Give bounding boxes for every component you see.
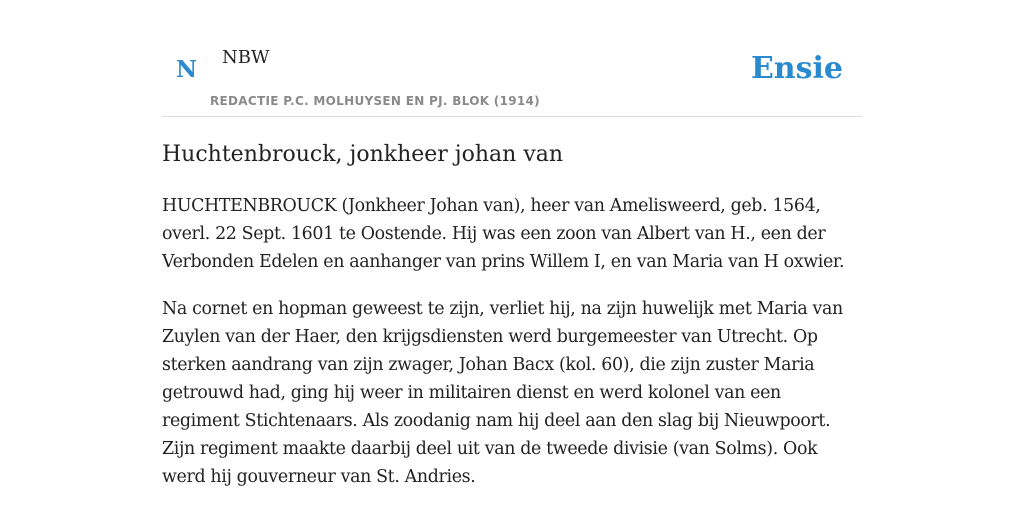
article-title: Huchtenbrouck, jonkheer johan van: [162, 142, 564, 167]
source-abbreviation[interactable]: NBW: [222, 47, 270, 68]
article-paragraph: HUCHTENBROUCK (Jonkheer Johan van), heer van Amelisweerd, geb. 1564, overl. 22 Sept. 1601 te Oostende. Hij was een zoon van Albert van H., een der Verbonden Edelen en aanhanger van prins Willem I, en van Maria van H oxwier.: [162, 196, 845, 272]
article-body: [162, 192, 862, 510]
source-subtitle: REDACTIE P.C. MOLHUYSEN EN PJ. BLOK (1914): [210, 94, 540, 108]
header: [162, 0, 862, 117]
article-paragraph: Na cornet en hopman geweest te zijn, verliet hij, na zijn huwelijk met Maria van Zuylen van der Haer, den krijgsdiensten werd burgemeester van Utrecht. Op sterken aandrang van zijn zwager, Johan Bacx (kol. 60), die zijn zuster Maria getrouwd had, ging hij weer in militairen dienst en werd kolonel van een regiment Stichtenaars. Als zoodanig nam hij deel aan den slag bij Nieuwpoort. Zijn regiment maakte daarbij deel uit van de tweede divisie (van Solms). Ook werd hij gouverneur van St. Andries.: [162, 299, 843, 487]
brand-logo[interactable]: Ensie: [750, 51, 843, 86]
source-logo-icon[interactable]: N: [176, 56, 198, 83]
